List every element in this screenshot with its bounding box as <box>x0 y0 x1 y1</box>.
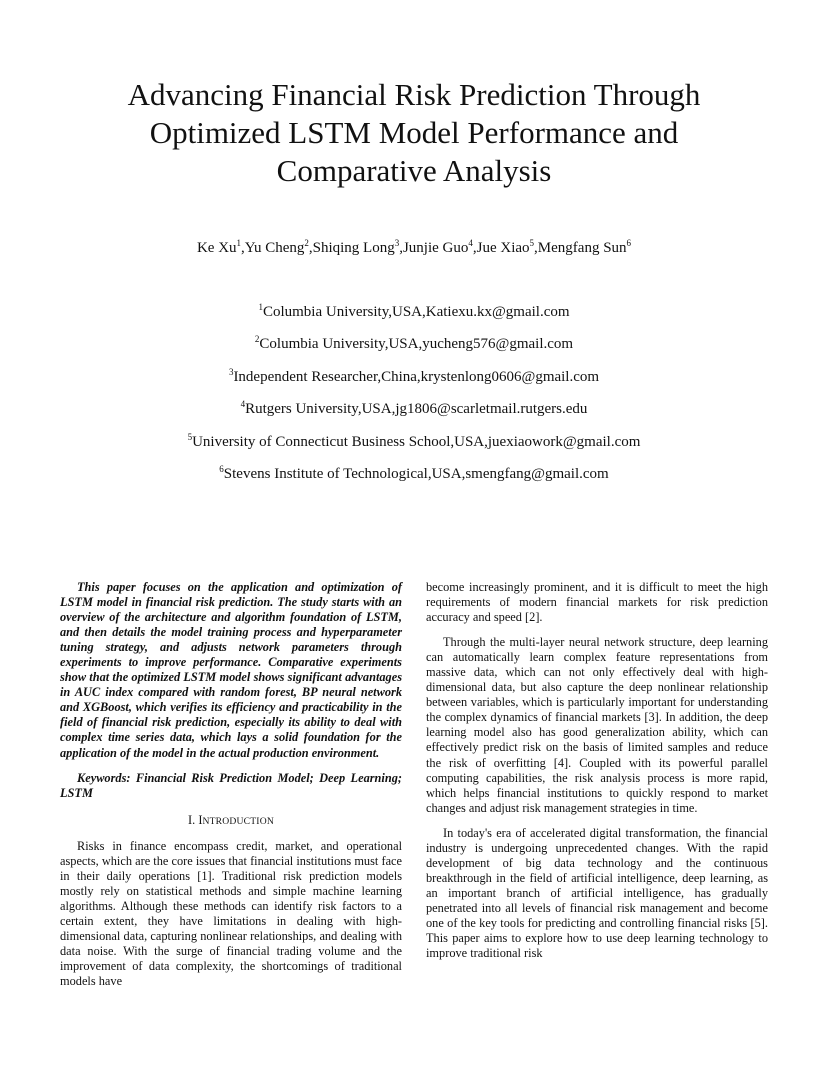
title-line: Advancing Financial Risk Prediction Through <box>127 77 701 112</box>
author-list: Ke Xu$^1$,Yu Cheng$^2$,Shiqing Long$^3$,Junjie Guo$^4$,Jue Xiao$^5$,Mengfang Sun$^6$ <box>196 238 632 256</box>
affiliation-number: 3 <box>228 366 234 377</box>
author-affiliation-mark: 1 <box>236 238 242 248</box>
right-column <box>426 580 768 961</box>
affiliation-text: Columbia University,USA,yucheng576@gmail.com <box>259 336 574 353</box>
affiliation-text: Stevens Institute of Technological,USA,smengfang@gmail.com <box>223 465 609 482</box>
affiliation-number: 6 <box>219 463 224 474</box>
author-affiliation-mark: 2 <box>304 238 309 248</box>
affiliation <box>60 464 768 496</box>
body-paragraph: Risks in finance encompass credit, market, and operational aspects, which are the core issues that financial institutions must face in their daily operations [1]. Traditional risk prediction models mostly rely on statistical methods and simple machine learning algorithms. Although these methods can identify risk factors to a certain extent, they have limitations in dealing with high-dimensional data, capturing nonlinear relationships, and dealing with data noise. With the surge of financial trading volume and the improvement of data complexity, the shortcomings of traditional models have <box>60 838 402 989</box>
author-affiliation-mark: 3 <box>394 238 400 248</box>
affiliation <box>60 432 768 464</box>
affiliation-list <box>60 302 768 496</box>
body-paragraph: Through the multi-layer neural network structure, deep learning can automatically learn complex feature representations from massive data, which can not only effectively deal with high-dimensional data, but also capture the deep nonlinear relationship between variables, which is particularly important for understanding the complex dynamics of financial markets [3]. In addition, the deep learning model also has good generalization ability, which can effectively predict risk on the basis of limited samples and reduce the risk of overfitting [4]. Coupled with its powerful parallel computing capabilities, the risk analysis process is more rapid, which helps financial institutions to quickly respond to market changes and adjust risk management strategies in time. <box>426 635 768 815</box>
author-affiliation-mark: 6 <box>626 238 632 248</box>
body-paragraph: become increasingly prominent, and it is difficult to meet the high requirements of modern financial markets for risk prediction accuracy and speed [2]. <box>426 580 768 625</box>
paper-title <box>60 76 768 190</box>
affiliation-text: University of Connecticut Business School,USA,juexiaowork@gmail.com <box>192 433 641 450</box>
author-name: Yu Cheng <box>244 240 305 256</box>
affiliation <box>60 399 768 431</box>
body-paragraph: In today's era of accelerated digital transformation, the financial industry is undergoing unprecedented changes. With the rapid development of big data technology and the continuous breakthrough in the field of artificial intelligence, deep learning, as an important branch of artificial intelligence, has gradually penetrated into all levels of financial risk management and become one of the key tools for predicting and controlling financial risks [5]. This paper aims to explore how to use deep learning technology to improve traditional risk <box>426 825 768 961</box>
section-initial: I <box>198 812 203 827</box>
author-affiliation-mark: 4 <box>468 238 473 248</box>
abstract: This paper focuses on the application and optimization of LSTM model in financial risk prediction. The study starts with an overview of the architecture and algorithm foundation of LSTM, and then details the model training process and hyperparameter tuning strategy, and adjusts network parameters through experiments to improve performance. Comparative experiments show that the optimized LSTM model shows significant advantages in AUC index compared with random forest, BP neural network and XGBoost, which verifies its efficiency and practicability in the field of financial risk prediction, especially its ability to deal with complex time series data, which lays a solid foundation for the application of the model in the actual production environment. <box>60 580 402 760</box>
affiliation-number: 2 <box>254 334 260 345</box>
author-name: Mengfang Sun <box>537 240 627 256</box>
affiliation-number: 5 <box>187 431 193 442</box>
affiliation-text: Independent Researcher,China,krystenlong0606@gmail.com <box>233 368 600 385</box>
affiliation-text: Rutgers University,USA,jg1806@scarletmail.rutgers.edu <box>245 401 588 418</box>
section-numeral: I. <box>188 812 199 827</box>
section-title-rest: NTRODUCTION <box>202 815 274 827</box>
affiliation-number: 4 <box>240 399 246 410</box>
title-line: Optimized LSTM Model Performance and <box>149 115 679 150</box>
keywords: Keywords: Financial Risk Prediction Model; Deep Learning; LSTM <box>60 770 402 800</box>
author-affiliation-mark: 5 <box>529 238 535 248</box>
left-column <box>60 580 402 989</box>
author-name: Ke Xu <box>196 240 237 256</box>
author-name: Jue Xiao <box>476 240 530 256</box>
author-name: Junjie Guo <box>402 240 469 256</box>
affiliation <box>60 334 768 366</box>
affiliation-number: 1 <box>258 302 263 312</box>
affiliation-text: Columbia University,USA,Katiexu.kx@gmail.com <box>262 304 570 320</box>
affiliation <box>60 367 768 399</box>
affiliation <box>60 302 768 334</box>
title-line: Comparative Analysis <box>276 153 552 188</box>
author-name: Shiqing Long <box>312 240 395 256</box>
section-heading-introduction <box>60 813 402 829</box>
